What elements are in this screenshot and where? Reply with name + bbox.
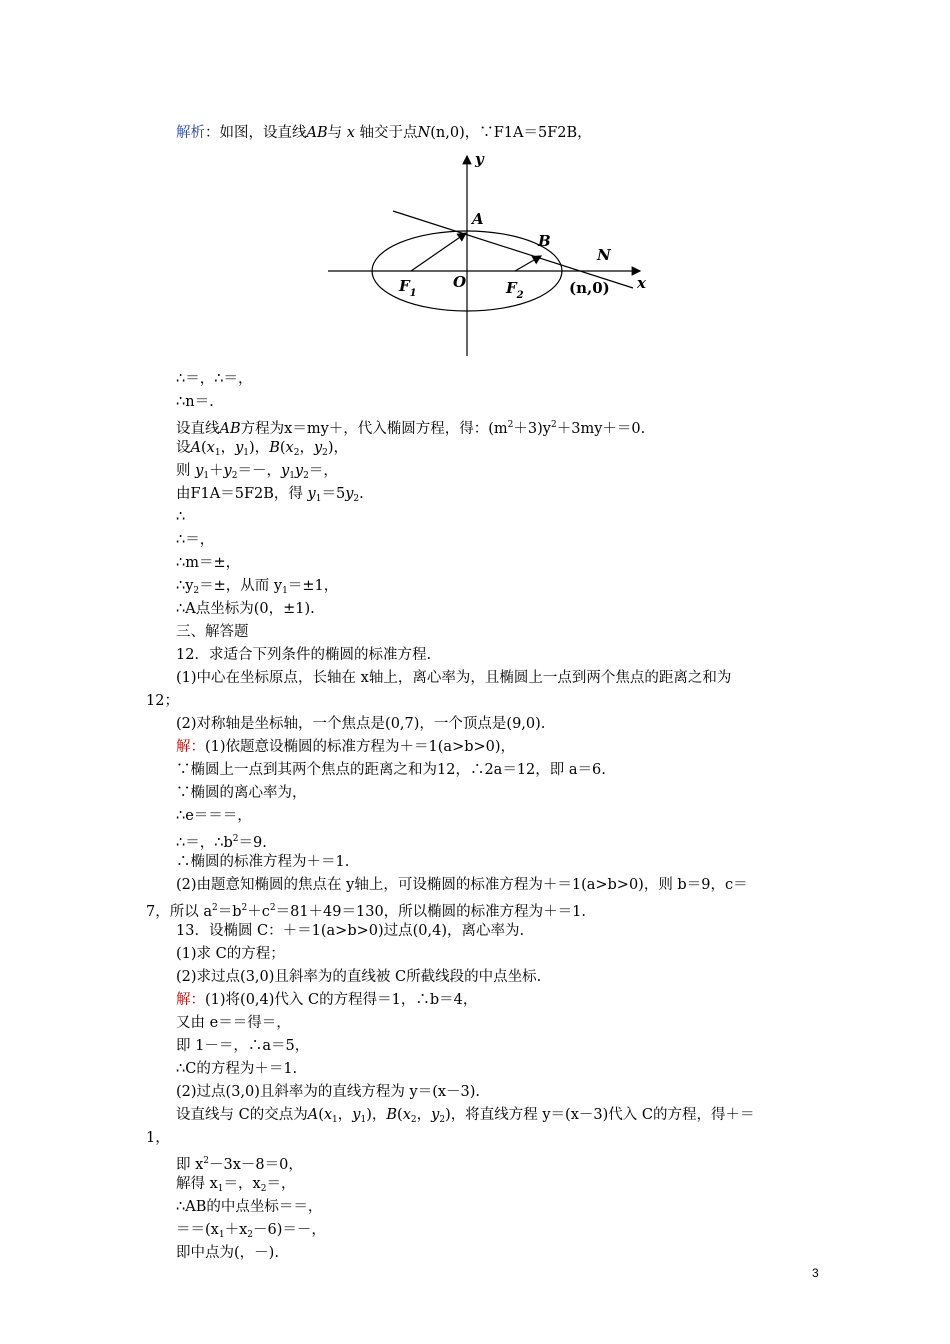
text-line: (2)由题意知椭圆的焦点在 y轴上，可设椭圆的标准方程为＋＝1(a>b>0)，则 b＝9，c＝: [176, 877, 748, 893]
text-line: (2)求过点(3,0)且斜率为的直线被 C所截线段的中点坐标.: [176, 969, 542, 985]
text-line: 又由 e＝＝得＝，: [176, 1015, 291, 1031]
text-line: ∴＝，$\therefore b^2=9$.: [176, 834, 267, 851]
text-line: 即 $x^2-3x-8=0$，: [176, 1156, 303, 1173]
text-line: (2)对称轴是坐标轴，一个焦点是(0,7)，一个顶点是(9,0).: [176, 716, 546, 732]
point-a-label: A: [472, 210, 484, 228]
section-heading: 三、解答题: [176, 624, 249, 640]
solution-intro-line: 解析：如图，设直线AB与 x 轴交于点N(n,0)，∵F1A＝5F2B，: [176, 125, 592, 141]
answer-label: 解：: [176, 739, 205, 755]
point-n-label: N: [597, 246, 611, 264]
page-number: 3: [812, 1266, 819, 1280]
text-line: $\therefore y_2=\pm$，从而 $y_1=\pm 1$，: [176, 578, 339, 596]
problem-13-title: 13．设椭圆 C：＋＝1(a>b>0)过点(0,4)，离心率为.: [176, 923, 525, 939]
focus-f1-label: $F_1$: [399, 277, 417, 299]
text-line: ∵椭圆上一点到其两个焦点的距离之和为12，∴2a＝12，即 a＝6.: [176, 762, 606, 778]
text-line: ∴: [176, 509, 186, 525]
text-line: 1，: [146, 1130, 170, 1146]
text-line: 解：(1)将(0,4)代入 C的方程得＝1，∴b＝4，: [176, 992, 478, 1008]
text-line: ∴AB的中点坐标＝＝，: [176, 1199, 323, 1215]
ellipse-diagram: [325, 148, 665, 363]
text-line: ∴C的方程为＋＝1.: [176, 1061, 298, 1077]
origin-label: O: [453, 273, 467, 291]
solution-label: 解析: [176, 125, 205, 141]
text-line: ∴A点坐标为(0，±1).: [176, 601, 315, 617]
ellipse-figure: [325, 148, 665, 367]
x-axis-label: x: [637, 274, 646, 292]
text-line: 解得 $x_1=$，$x_2=$，: [176, 1176, 296, 1194]
text-line: 12；: [146, 693, 179, 709]
text-line: 设直线AB方程为x＝my＋，代入椭圆方程，得：$(m^2+3)y^2+3my+=0$.: [176, 420, 646, 437]
text-line: 设直线与 C的交点为$A(x_1$，$y_1$)，$B(x_2$，$y_2$)，将直线方程 y＝(x－3)代入 C的方程，得＋＝: [176, 1107, 755, 1125]
y-axis-label: y: [475, 150, 484, 168]
vector-f1a: [411, 233, 466, 271]
text-line: ∵椭圆的离心率为，: [176, 785, 307, 801]
vector-f2b: [515, 256, 541, 271]
point-b-label: B: [538, 232, 551, 250]
text-line: 解：(1)依题意设椭圆的标准方程为＋＝1(a>b>0)，: [176, 739, 516, 755]
text-line: 即 1－＝，∴a＝5，: [176, 1038, 310, 1054]
text-line: (1)求 C的方程；: [176, 946, 285, 962]
text-line: (2)过点(3,0)且斜率为的直线方程为 y＝(x－3).: [176, 1084, 481, 1100]
text-line: ∴n＝.: [176, 394, 214, 410]
problem-12-title: 12．求适合下列条件的椭圆的标准方程.: [176, 647, 432, 663]
text-line: $==(x_1+x_2-6)=-$，: [176, 1222, 326, 1240]
text-line: ∴m＝±，: [176, 555, 241, 571]
text-line: (1)中心在坐标原点，长轴在 x轴上，离心率为，且椭圆上一点到两个焦点的距离之和为: [176, 670, 732, 686]
text-line: ∴＝，: [176, 532, 215, 548]
text-line: 7，所以 $a^2=b^2+c^2=81+49=130$，所以椭圆的标准方程为＋＝1.: [146, 903, 587, 920]
point-n-coordinate-label: (n,0): [569, 279, 610, 297]
text-line: ∴e＝＝＝，: [176, 808, 252, 824]
focus-f2-label: $F_2$: [506, 279, 524, 301]
answer-label: 解：: [176, 992, 205, 1008]
text-line: 即中点为(，－).: [176, 1245, 279, 1261]
text-line: ∴椭圆的标准方程为＋＝1.: [176, 854, 350, 870]
text-line: ∴＝，∴＝，: [176, 371, 253, 387]
text-line: 则 $y_1+y_2=-$，$y_1y_2=$，: [176, 463, 338, 481]
text-line: 设$A(x_1$，$y_1$)，$B(x_2$，$y_2$)，: [176, 440, 349, 458]
text-line: 由F1A＝5F2B，得 $y_1=5y_2$.: [176, 486, 364, 504]
